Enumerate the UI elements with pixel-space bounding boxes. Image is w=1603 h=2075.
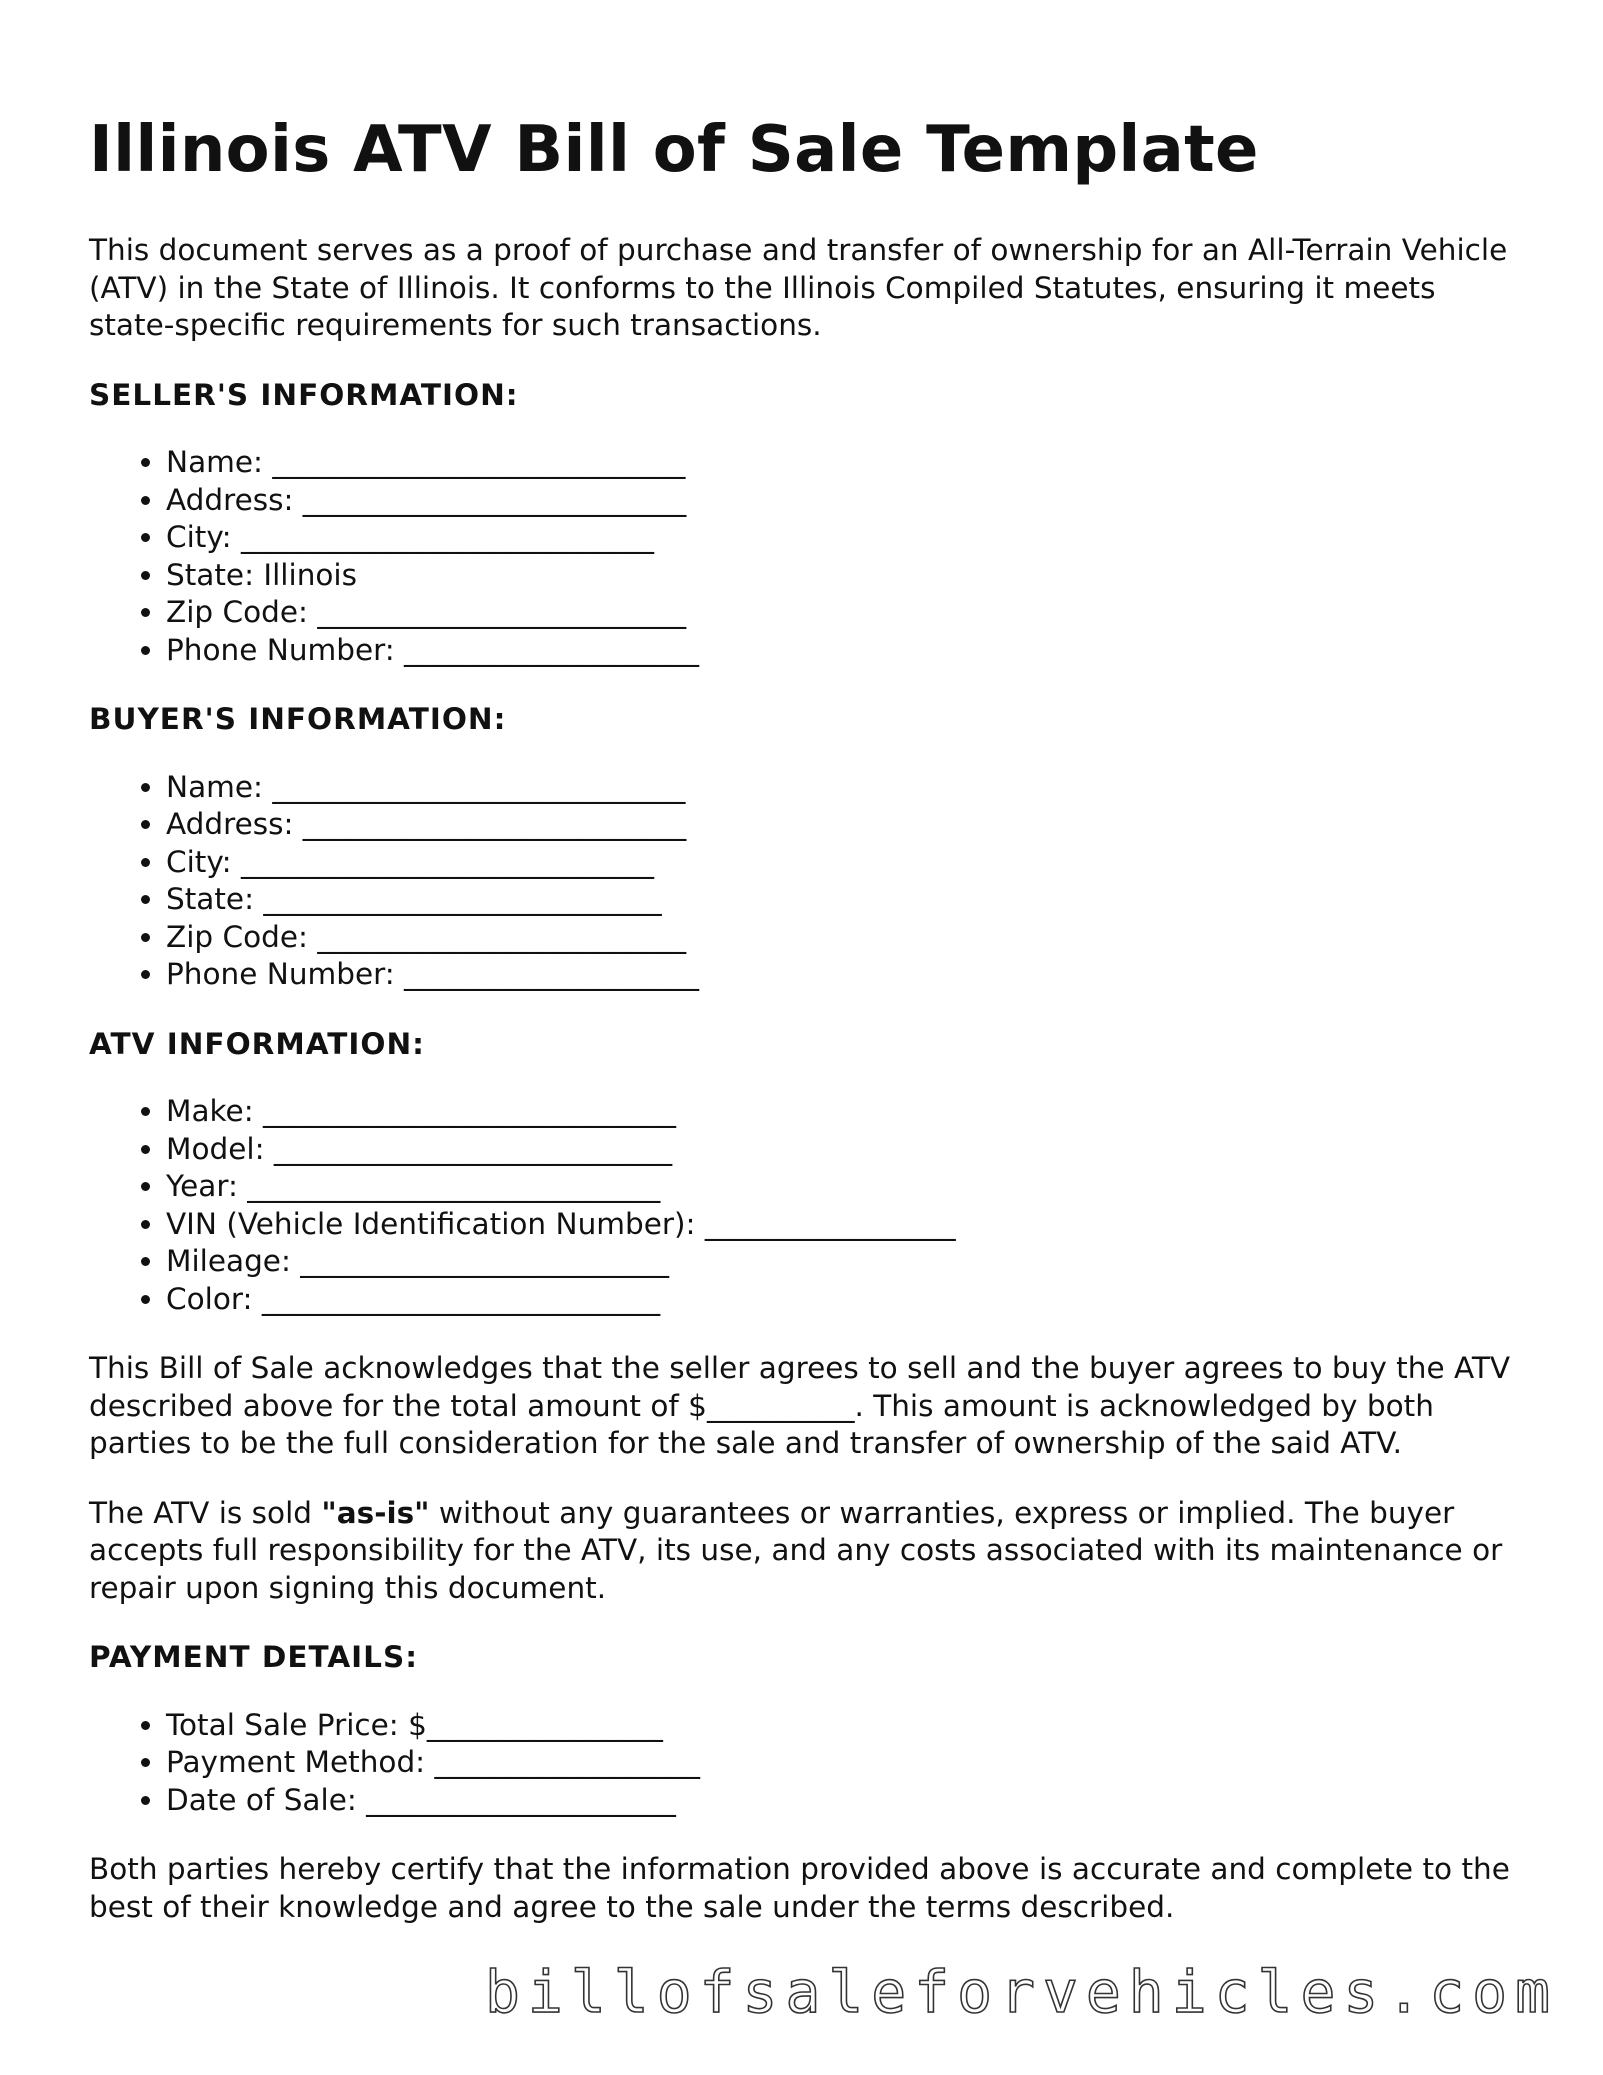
- atv-mileage-field: • Mileage: _________________________: [166, 1243, 1529, 1281]
- atv-year-field: • Year: ____________________________: [166, 1168, 1529, 1206]
- buyer-info-list: [89, 769, 1529, 994]
- buyer-name-field: • Name: ____________________________: [166, 769, 1529, 807]
- seller-city-field: • City: ____________________________: [166, 519, 1529, 557]
- seller-info-list: [89, 444, 1529, 669]
- payment-info-list: [89, 1707, 1529, 1820]
- total-sale-price-field: • Total Sale Price: $________________: [166, 1707, 1529, 1745]
- certification-paragraph: Both parties hereby certify that the information provided above is accurate and complete to the best of their knowledge and agree to the sale under the terms described.: [89, 1852, 1510, 1924]
- buyer-zip-field: • Zip Code: _________________________: [166, 919, 1529, 957]
- intro-paragraph: This document serves as a proof of purchase and transfer of ownership for an All-Terrain Vehicle (ATV) in the State of Illinois. It conforms to the Illinois Compiled Statutes, ensuring it meets state-specific requirements for such transactions.: [89, 233, 1508, 342]
- buyer-address-field: • Address: __________________________: [166, 806, 1529, 844]
- buyer-city-field: • City: ____________________________: [166, 844, 1529, 882]
- as-is-paragraph: [89, 1495, 1529, 1608]
- as-is-text-before: The ATV is sold: [89, 1495, 322, 1530]
- site-watermark: billofsaleforvehicles.com: [485, 1958, 1558, 2026]
- as-is-text-after: without any guarantees or warranties, express or implied. The buyer accepts full responsibility for the ATV, its use, and any costs associated with its maintenance or repair upon signing this document.: [89, 1495, 1503, 1605]
- seller-name-field: • Name: ____________________________: [166, 444, 1529, 482]
- document-page: [89, 108, 1529, 1958]
- payment-heading: PAYMENT DETAILS:: [89, 1640, 418, 1674]
- seller-phone-field: • Phone Number: ____________________: [166, 632, 1529, 670]
- buyer-heading: BUYER'S INFORMATION:: [89, 702, 507, 736]
- seller-state-field: • State: Illinois: [166, 557, 1529, 595]
- payment-method-field: • Payment Method: __________________: [166, 1744, 1529, 1782]
- acknowledgment-paragraph: This Bill of Sale acknowledges that the seller agrees to sell and the buyer agrees to buy the ATV described above for the total amount of $__________. This amount is acknowledged by both parties to be the full consideration for the sale and transfer of ownership of the said ATV.: [89, 1351, 1511, 1460]
- atv-color-field: • Color: ___________________________: [166, 1281, 1529, 1319]
- buyer-phone-field: • Phone Number: ____________________: [166, 956, 1529, 994]
- atv-vin-field: • VIN (Vehicle Identification Number): _________________: [166, 1206, 1529, 1244]
- seller-address-field: • Address: __________________________: [166, 482, 1529, 520]
- seller-heading: SELLER'S INFORMATION:: [89, 377, 519, 412]
- document-title: Illinois ATV Bill of Sale Template: [89, 113, 1259, 187]
- atv-heading: ATV INFORMATION:: [89, 1026, 425, 1061]
- seller-zip-field: • Zip Code: _________________________: [166, 594, 1529, 632]
- atv-model-field: • Model: ___________________________: [166, 1131, 1529, 1169]
- atv-make-field: • Make: ____________________________: [166, 1093, 1529, 1131]
- atv-info-list: [89, 1093, 1529, 1318]
- buyer-state-field: • State: ___________________________: [166, 881, 1529, 919]
- as-is-bold: "as-is": [321, 1495, 430, 1530]
- date-of-sale-field: • Date of Sale: _____________________: [166, 1782, 1529, 1820]
